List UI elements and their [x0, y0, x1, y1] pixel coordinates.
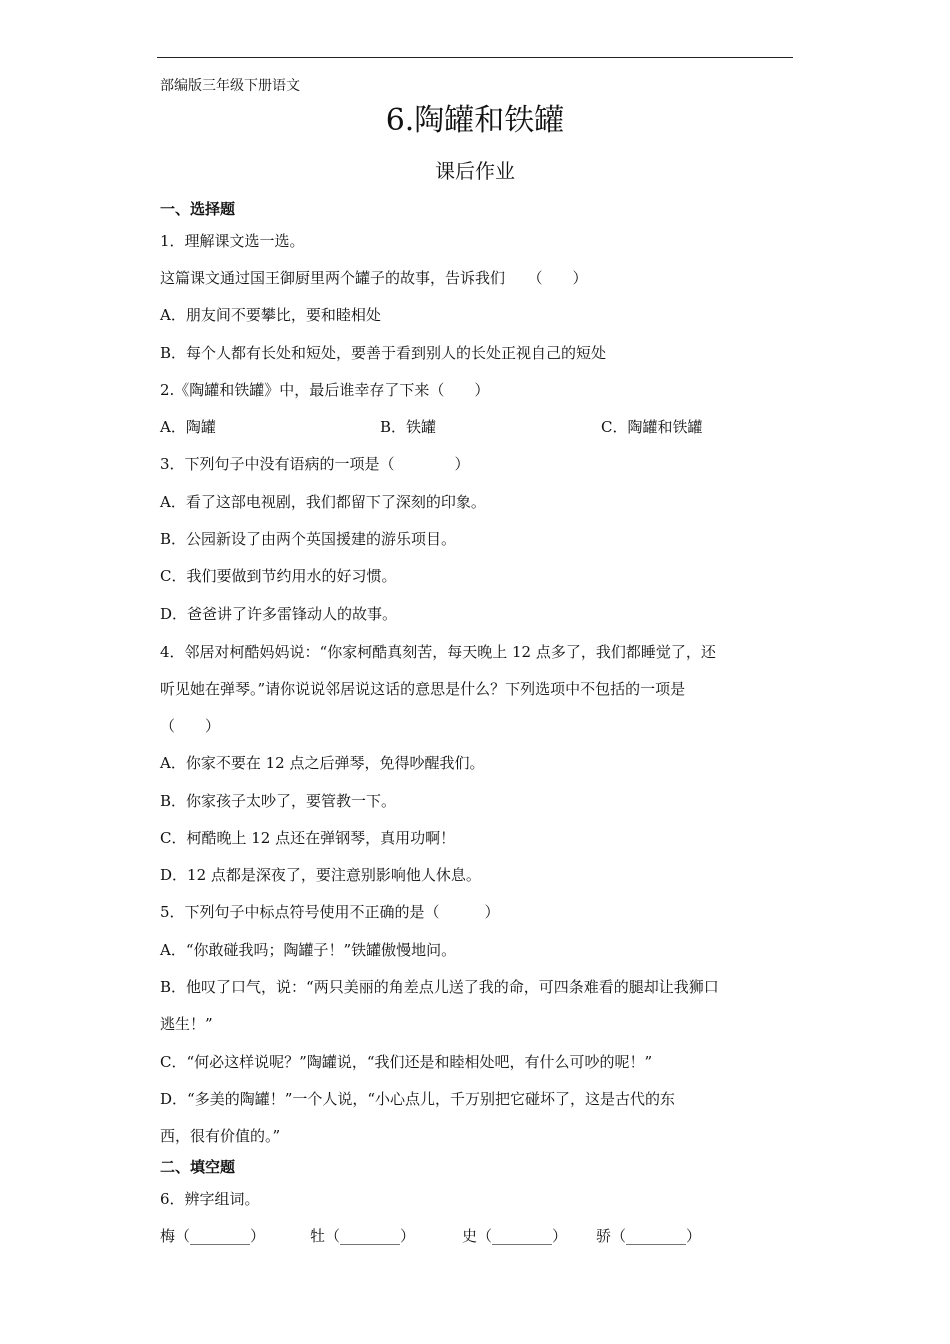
q2-option-c: C．陶罐和铁罐 — [601, 418, 703, 436]
q6-blank-shi[interactable]: 史（________） — [462, 1227, 568, 1245]
q1-prompt: 1．理解课文选一选。 — [160, 232, 305, 250]
q2-option-a: A．陶罐 — [160, 418, 216, 436]
q5-option-a: A．“你敢碰我吗；陶罐子！”铁罐傲慢地问。 — [160, 941, 457, 959]
q4-option-d: D．12 点都是深夜了，要注意别影响他人休息。 — [160, 866, 481, 884]
section-fill-title: 二、填空题 — [160, 1158, 236, 1176]
q4-option-b: B．你家孩子太吵了，要管教一下。 — [160, 792, 397, 810]
q2-prompt: 2.《陶罐和铁罐》中，最后谁幸存了下来（ ） — [160, 381, 490, 399]
q4-option-a: A．你家不要在 12 点之后弹琴，免得吵醒我们。 — [160, 754, 485, 772]
q1-option-b: B．每个人都有长处和短处，要善于看到别人的长处正视自己的短处 — [160, 344, 607, 362]
section-choice-title: 一、选择题 — [160, 200, 236, 218]
q6-prompt: 6．辨字组词。 — [160, 1190, 260, 1208]
q3-option-b: B．公园新设了由两个英国援建的游乐项目。 — [160, 530, 457, 548]
q5-option-b-line2: 逃生！” — [160, 1015, 213, 1033]
q4-option-c: C．柯酷晚上 12 点还在弹钢琴，真用功啊！ — [160, 829, 456, 847]
q5-option-d-line2: 西，很有价值的。” — [160, 1127, 281, 1145]
q2-option-b: B．铁罐 — [380, 418, 437, 436]
q4-prompt-line3: （ ） — [160, 717, 221, 735]
q6-blank-jiao[interactable]: 骄（________） — [596, 1227, 702, 1245]
q1-option-a: A．朋友间不要攀比，要和睦相处 — [160, 306, 381, 324]
q5-option-c: C．“何必这样说呢？”陶罐说，“我们还是和睦相处吧，有什么可吵的呢！” — [160, 1053, 653, 1071]
page-subtitle: 课后作业 — [435, 159, 515, 183]
q5-option-b-line1: B．他叹了口气，说：“两只美丽的角差点儿送了我的命，可四条难看的腿却让我狮口 — [160, 978, 719, 996]
q3-option-a: A．看了这部电视剧，我们都留下了深刻的印象。 — [160, 493, 486, 511]
header-rule — [157, 57, 793, 58]
q1-stem: 这篇课文通过国王御厨里两个罐子的故事，告诉我们 （ ） — [160, 269, 588, 287]
q3-prompt: 3．下列句子中没有语病的一项是（ ） — [160, 455, 470, 473]
q6-blank-mei[interactable]: 梅（________） — [160, 1227, 266, 1245]
q3-option-c: C．我们要做到节约用水的好习惯。 — [160, 567, 397, 585]
q5-option-d-line1: D．“多美的陶罐！”一个人说，“小心点儿，千万别把它碰坏了，这是古代的东 — [160, 1090, 676, 1108]
q4-prompt-line2: 听见她在弹琴。”请你说说邻居说这话的意思是什么？下列选项中不包括的一项是 — [160, 680, 686, 698]
q4-prompt-line1: 4．邻居对柯酷妈妈说：“你家柯酷真刻苦，每天晚上 12 点多了，我们都睡觉了，还 — [160, 643, 716, 661]
q5-prompt: 5．下列句子中标点符号使用不正确的是（ ） — [160, 903, 500, 921]
q3-option-d: D．爸爸讲了许多雷锋动人的故事。 — [160, 605, 398, 623]
book-label: 部编版三年级下册语文 — [160, 78, 300, 94]
q6-blank-mu[interactable]: 牡（________） — [310, 1227, 416, 1245]
page-title: 6.陶罐和铁罐 — [385, 103, 565, 138]
